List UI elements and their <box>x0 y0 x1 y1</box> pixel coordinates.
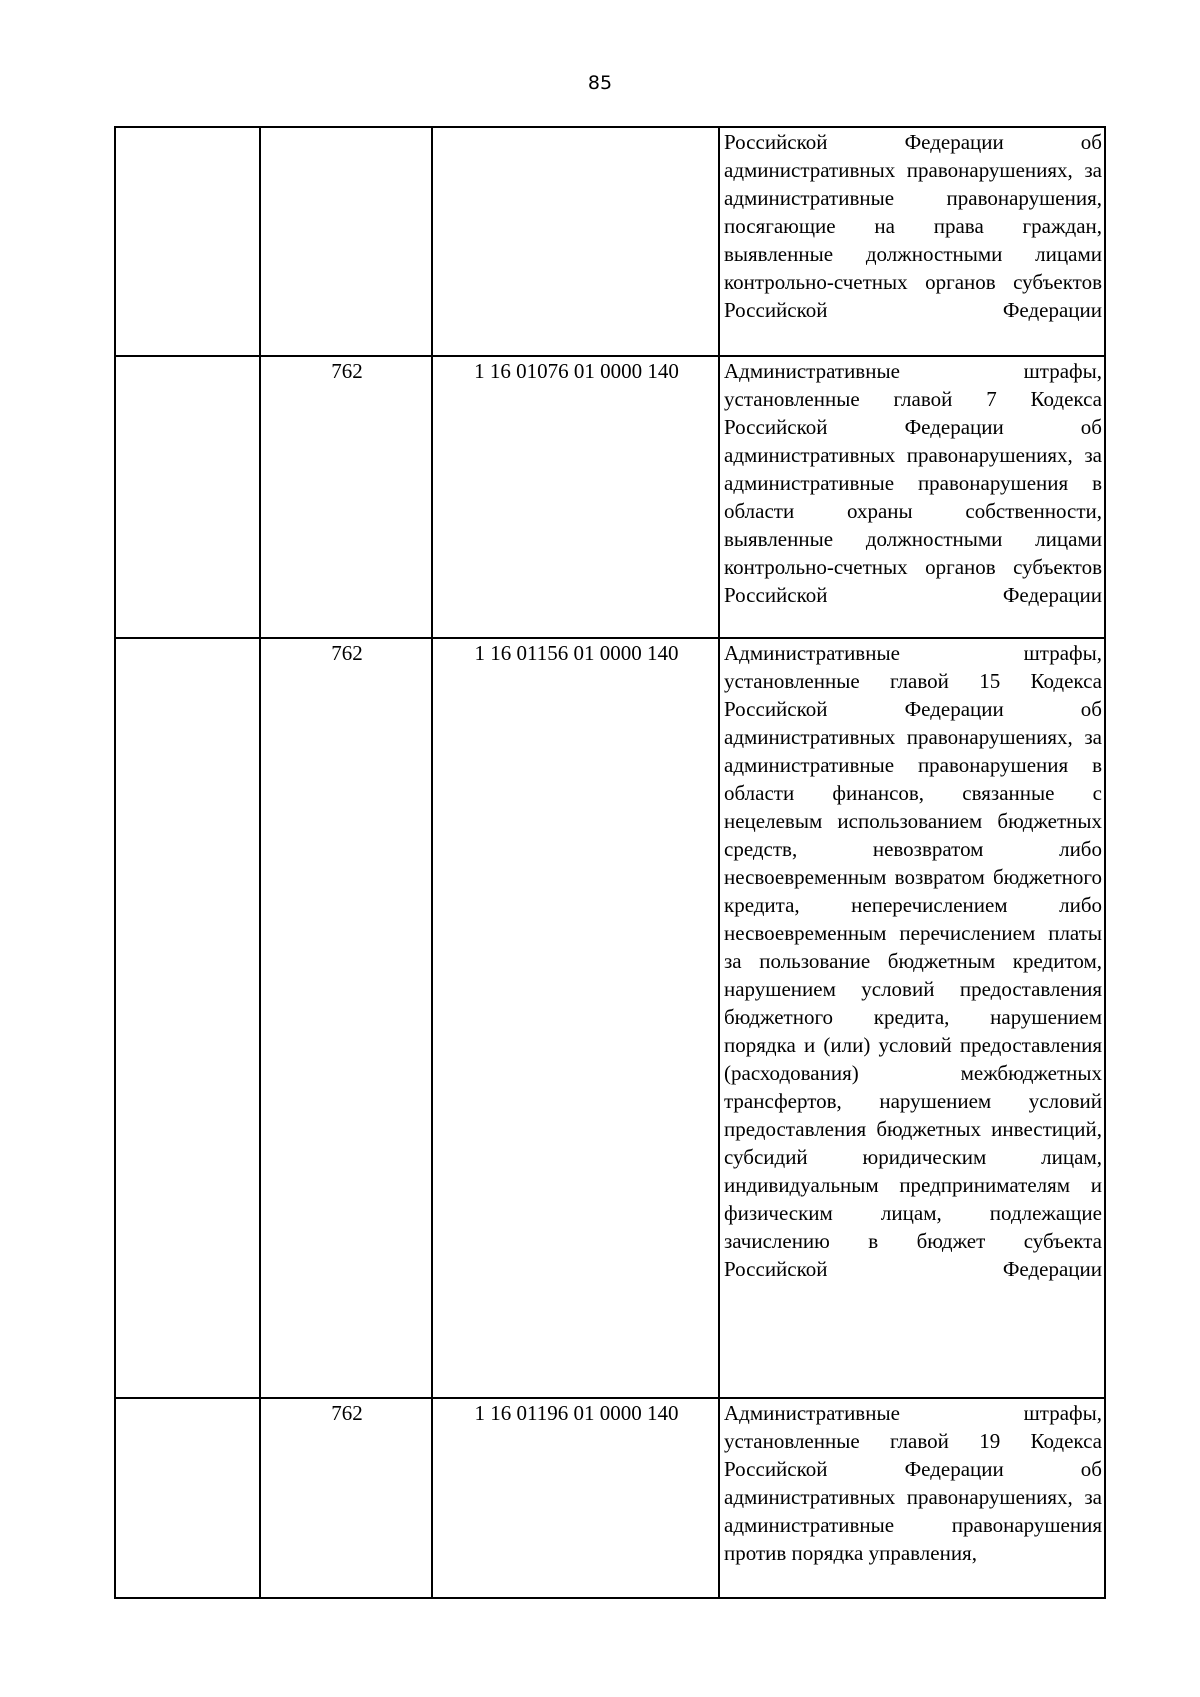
table-row <box>115 356 1105 638</box>
table-row <box>115 127 1105 356</box>
description-cell: Административные штрафы, установленные главой 15 Кодекса Российской Федерации об административных правонарушениях, за административные правонарушения в области финансов, связанные с нецелевым использованием бюджетных средств, невозвратом либо несвоевременным возвратом бюджетного кредита, неперечислением либо несвоевременным перечислением платы за пользование бюджетным кредитом, нарушением условий предоставления бюджетного кредита, нарушением порядка и (или) условий предоставления (расходования) межбюджетных трансфертов, нарушением условий предоставления бюджетных инвестиций, субсидий юридическим лицам, индивидуальным предпринимателям и физическим лицам, подлежащие зачислению в бюджет субъекта Российской Федерации <box>719 638 1105 1398</box>
kbk-code-cell: 1 16 01076 01 0000 140 <box>432 356 719 638</box>
row-number-cell <box>115 1398 260 1598</box>
budget-codes-table <box>114 126 1106 1599</box>
kbk-code-cell: 1 16 01156 01 0000 140 <box>432 638 719 1398</box>
admin-code-cell: 762 <box>260 356 432 638</box>
kbk-code-cell: 1 16 01196 01 0000 140 <box>432 1398 719 1598</box>
row-number-cell <box>115 127 260 356</box>
description-cell: Административные штрафы, установленные главой 7 Кодекса Российской Федерации об административных правонарушениях, за административные правонарушения в области охраны собственности, выявленные должностными лицами контрольно-счетных органов субъектов Российской Федерации <box>719 356 1105 638</box>
row-number-cell <box>115 638 260 1398</box>
admin-code-cell: 762 <box>260 638 432 1398</box>
admin-code-cell <box>260 127 432 356</box>
row-number-cell <box>115 356 260 638</box>
table-row <box>115 638 1105 1398</box>
table-row <box>115 1398 1105 1598</box>
page-number: 85 <box>587 72 613 94</box>
description-cell: Административные штрафы, установленные главой 19 Кодекса Российской Федерации об административных правонарушениях, за административные правонарушения против порядка управления, <box>719 1398 1105 1598</box>
description-cell: Российской Федерации об административных правонарушениях, за административные правонарушения, посягающие на права граждан, выявленные должностными лицами контрольно-счетных органов субъектов Российской Федерации <box>719 127 1105 356</box>
kbk-code-cell <box>432 127 719 356</box>
admin-code-cell: 762 <box>260 1398 432 1598</box>
